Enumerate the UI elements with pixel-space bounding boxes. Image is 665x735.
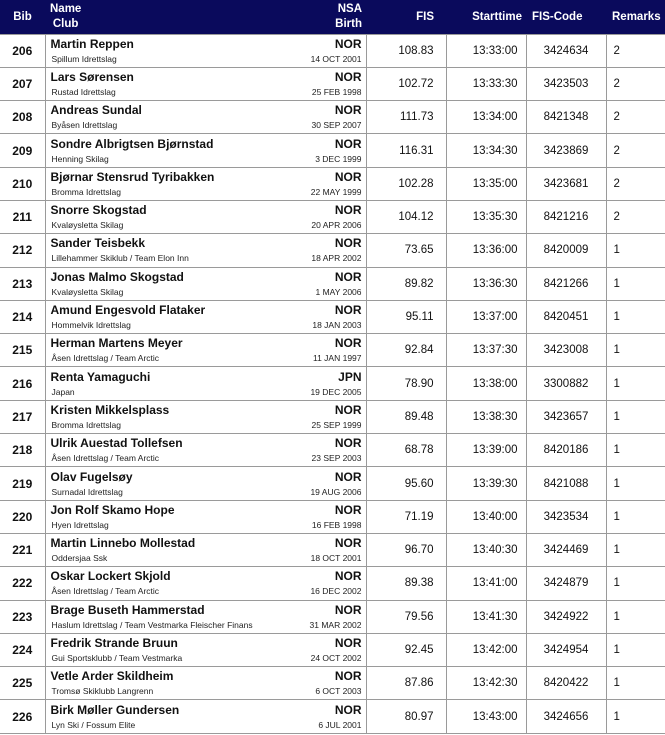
remarks: 1 <box>606 600 665 633</box>
birth-date: 18 JAN 2003 <box>312 320 362 331</box>
club-name: Åsen Idrettslag / Team Arctic <box>51 353 160 364</box>
fis-code: 8421088 <box>526 467 606 500</box>
start-time: 13:42:00 <box>446 633 526 666</box>
bib-number: 215 <box>0 334 45 367</box>
athlete-cell <box>45 167 366 200</box>
start-time: 13:34:00 <box>446 101 526 134</box>
birth-date: 22 MAY 1999 <box>310 186 362 197</box>
athlete-cell <box>45 667 366 700</box>
club-name: Kvaløysletta Skilag <box>51 286 124 297</box>
nsa-code: NOR <box>334 635 362 650</box>
fis-points: 79.56 <box>366 600 446 633</box>
club-name: Tromsø Skiklubb Langrenn <box>51 686 154 697</box>
nsa-code: NOR <box>334 69 362 84</box>
header-nsa: NSA <box>337 2 362 15</box>
fis-points: 92.84 <box>366 334 446 367</box>
athlete-cell <box>45 101 366 134</box>
nsa-code: NOR <box>334 336 362 351</box>
athlete-cell <box>45 467 366 500</box>
athlete-cell <box>45 34 366 67</box>
remarks: 1 <box>606 434 665 467</box>
start-time: 13:38:00 <box>446 367 526 400</box>
birth-date: 3 DEC 1999 <box>315 153 362 164</box>
athlete-cell <box>45 533 366 566</box>
fis-code: 3424634 <box>526 34 606 67</box>
nsa-code: NOR <box>334 103 362 118</box>
nsa-code: NOR <box>334 669 362 684</box>
athlete-name: Snorre Skogstad <box>50 203 147 218</box>
athlete-cell <box>45 700 366 733</box>
fis-code: 3423534 <box>526 500 606 533</box>
table-row <box>0 101 665 134</box>
remarks: 1 <box>606 367 665 400</box>
fis-points: 95.11 <box>366 300 446 333</box>
remarks: 1 <box>606 667 665 700</box>
start-time: 13:36:00 <box>446 234 526 267</box>
bib-number: 210 <box>0 167 45 200</box>
birth-date: 6 OCT 2003 <box>315 686 362 697</box>
fis-code: 3423657 <box>526 400 606 433</box>
athlete-name: Martin Reppen <box>50 36 134 51</box>
start-time: 13:40:00 <box>446 500 526 533</box>
table-row <box>0 500 665 533</box>
header-fis: FIS <box>416 10 434 23</box>
fis-code: 3423503 <box>526 67 606 100</box>
bib-number: 211 <box>0 200 45 233</box>
remarks: 1 <box>606 234 665 267</box>
bib-number: 223 <box>0 600 45 633</box>
athlete-name: Brage Buseth Hammerstad <box>50 602 205 617</box>
fis-code: 3300882 <box>526 367 606 400</box>
fis-code: 3424954 <box>526 633 606 666</box>
table-row <box>0 134 665 167</box>
club-name: Gui Sportsklubb / Team Vestmarka <box>51 652 183 663</box>
fis-points: 89.48 <box>366 400 446 433</box>
birth-date: 16 FEB 1998 <box>311 519 362 530</box>
start-time: 13:33:00 <box>446 34 526 67</box>
club-name: Hommelvik Idrettslag <box>51 320 131 331</box>
birth-date: 31 MAR 2002 <box>309 619 362 630</box>
header-club: Club <box>52 17 79 30</box>
birth-date: 24 OCT 2002 <box>310 652 362 663</box>
remarks: 1 <box>606 334 665 367</box>
table-row <box>0 567 665 600</box>
birth-date: 14 OCT 2001 <box>310 53 362 64</box>
athlete-name: Kristen Mikkelsplass <box>50 402 170 417</box>
athlete-name: Amund Engesvold Flataker <box>50 303 206 318</box>
header-fis-code: FIS-Code <box>532 10 583 23</box>
athlete-cell <box>45 234 366 267</box>
start-time: 13:36:30 <box>446 267 526 300</box>
fis-points: 71.19 <box>366 500 446 533</box>
start-time: 13:39:30 <box>446 467 526 500</box>
nsa-code: NOR <box>334 236 362 251</box>
remarks: 1 <box>606 400 665 433</box>
athlete-name: Bjørnar Stensrud Tyribakken <box>50 169 215 184</box>
athlete-name: Lars Sørensen <box>50 69 134 84</box>
fis-points: 80.97 <box>366 700 446 733</box>
bib-number: 224 <box>0 633 45 666</box>
athlete-name: Sondre Albrigtsen Bjørnstad <box>50 136 214 151</box>
nsa-code: NOR <box>334 502 362 517</box>
club-name: Byåsen Idrettslag <box>51 120 118 131</box>
table-row <box>0 700 665 733</box>
nsa-code: JPN <box>338 369 362 384</box>
birth-date: 20 APR 2006 <box>311 220 362 231</box>
birth-date: 16 DEC 2002 <box>310 586 362 597</box>
fis-points: 68.78 <box>366 434 446 467</box>
remarks: 1 <box>606 633 665 666</box>
start-time: 13:43:00 <box>446 700 526 733</box>
fis-code: 3424879 <box>526 567 606 600</box>
start-time: 13:34:30 <box>446 134 526 167</box>
fis-code: 3424469 <box>526 533 606 566</box>
fis-code: 3423869 <box>526 134 606 167</box>
bib-number: 222 <box>0 567 45 600</box>
fis-points: 104.12 <box>366 200 446 233</box>
athlete-cell <box>45 200 366 233</box>
birth-date: 18 APR 2002 <box>311 253 362 264</box>
athlete-name: Herman Martens Meyer <box>50 336 183 351</box>
start-time: 13:37:30 <box>446 334 526 367</box>
start-time: 13:35:00 <box>446 167 526 200</box>
club-name: Åsen Idrettslag / Team Arctic <box>51 586 160 597</box>
remarks: 1 <box>606 467 665 500</box>
bib-number: 226 <box>0 700 45 733</box>
club-name: Åsen Idrettslag / Team Arctic <box>51 453 160 464</box>
athlete-name: Martin Linnebo Mollestad <box>50 536 196 551</box>
header-remarks: Remarks <box>612 10 661 23</box>
fis-points: 108.83 <box>366 34 446 67</box>
remarks: 1 <box>606 500 665 533</box>
fis-points: 116.31 <box>366 134 446 167</box>
fis-code: 8421216 <box>526 200 606 233</box>
remarks: 2 <box>606 134 665 167</box>
club-name: Henning Skilag <box>51 153 109 164</box>
athlete-cell <box>45 434 366 467</box>
table-header <box>0 0 665 34</box>
fis-points: 89.82 <box>366 267 446 300</box>
bib-number: 209 <box>0 134 45 167</box>
start-time: 13:38:30 <box>446 400 526 433</box>
fis-points: 102.28 <box>366 167 446 200</box>
athlete-cell <box>45 633 366 666</box>
bib-number: 225 <box>0 667 45 700</box>
athlete-name: Sander Teisbekk <box>50 236 145 251</box>
bib-number: 217 <box>0 400 45 433</box>
header-birth: Birth <box>335 17 362 30</box>
nsa-code: NOR <box>334 169 362 184</box>
club-name: Lyn Ski / Fossum Elite <box>51 719 136 730</box>
remarks: 2 <box>606 101 665 134</box>
start-time: 13:33:30 <box>446 67 526 100</box>
remarks: 2 <box>606 67 665 100</box>
table-row <box>0 467 665 500</box>
athlete-cell <box>45 400 366 433</box>
club-name: Kvaløysletta Skilag <box>51 220 124 231</box>
fis-points: 96.70 <box>366 533 446 566</box>
fis-code: 8420451 <box>526 300 606 333</box>
fis-points: 89.38 <box>366 567 446 600</box>
remarks: 1 <box>606 567 665 600</box>
fis-points: 111.73 <box>366 101 446 134</box>
fis-points: 87.86 <box>366 667 446 700</box>
bib-number: 212 <box>0 234 45 267</box>
remarks: 1 <box>606 700 665 733</box>
remarks: 2 <box>606 34 665 67</box>
table-row <box>0 400 665 433</box>
nsa-code: NOR <box>334 536 362 551</box>
header-bib: Bib <box>13 10 32 23</box>
athlete-name: Vetle Arder Skildheim <box>50 669 174 684</box>
fis-code: 8420009 <box>526 234 606 267</box>
remarks: 1 <box>606 300 665 333</box>
athlete-name: Andreas Sundal <box>50 103 142 118</box>
nsa-code: NOR <box>334 269 362 284</box>
nsa-code: NOR <box>334 469 362 484</box>
fis-code: 8420422 <box>526 667 606 700</box>
athlete-cell <box>45 267 366 300</box>
club-name: Japan <box>51 386 75 397</box>
fis-code: 8420186 <box>526 434 606 467</box>
club-name: Lillehammer Skiklub / Team Elon Inn <box>51 253 189 264</box>
fis-points: 95.60 <box>366 467 446 500</box>
table-row <box>0 533 665 566</box>
start-time: 13:41:30 <box>446 600 526 633</box>
nsa-code: NOR <box>334 36 362 51</box>
club-name: Surnadal Idrettslag <box>51 486 123 497</box>
fis-points: 78.90 <box>366 367 446 400</box>
table-row <box>0 300 665 333</box>
athlete-cell <box>45 67 366 100</box>
fis-code: 3423681 <box>526 167 606 200</box>
fis-code: 8421266 <box>526 267 606 300</box>
header-name-club-nsa-birth <box>45 0 366 34</box>
nsa-code: NOR <box>334 569 362 584</box>
table-row <box>0 367 665 400</box>
start-time: 13:40:30 <box>446 533 526 566</box>
remarks: 1 <box>606 533 665 566</box>
club-name: Bromma Idrettslag <box>51 186 121 197</box>
table-row <box>0 200 665 233</box>
start-time: 13:42:30 <box>446 667 526 700</box>
bib-number: 214 <box>0 300 45 333</box>
athlete-cell <box>45 367 366 400</box>
nsa-code: NOR <box>334 303 362 318</box>
athlete-cell <box>45 500 366 533</box>
nsa-code: NOR <box>334 602 362 617</box>
start-time: 13:37:00 <box>446 300 526 333</box>
athlete-cell <box>45 600 366 633</box>
bib-number: 207 <box>0 67 45 100</box>
fis-code: 3424922 <box>526 600 606 633</box>
club-name: Oddersjaa Ssk <box>51 553 108 564</box>
header-starttime: Starttime <box>472 10 522 23</box>
club-name: Bromma Idrettslag <box>51 419 121 430</box>
fis-points: 73.65 <box>366 234 446 267</box>
table-row <box>0 167 665 200</box>
bib-number: 213 <box>0 267 45 300</box>
athlete-name: Jon Rolf Skamo Hope <box>50 502 175 517</box>
athlete-cell <box>45 134 366 167</box>
table-body <box>0 34 665 733</box>
table-row <box>0 34 665 67</box>
start-time: 13:35:30 <box>446 200 526 233</box>
nsa-code: NOR <box>334 702 362 717</box>
nsa-code: NOR <box>334 136 362 151</box>
header-name: Name <box>50 2 82 15</box>
bib-number: 218 <box>0 434 45 467</box>
birth-date: 18 OCT 2001 <box>310 553 362 564</box>
table-row <box>0 633 665 666</box>
nsa-code: NOR <box>334 402 362 417</box>
club-name: Spillum Idrettslag <box>51 53 117 64</box>
fis-code: 3424656 <box>526 700 606 733</box>
table-row <box>0 434 665 467</box>
bib-number: 206 <box>0 34 45 67</box>
table-row <box>0 267 665 300</box>
nsa-code: NOR <box>334 203 362 218</box>
table-row <box>0 234 665 267</box>
athlete-name: Birk Møller Gundersen <box>50 702 180 717</box>
start-time: 13:41:00 <box>446 567 526 600</box>
club-name: Hyen Idrettslag <box>51 519 109 530</box>
athlete-cell <box>45 567 366 600</box>
birth-date: 11 JAN 1997 <box>312 353 362 364</box>
fis-points: 92.45 <box>366 633 446 666</box>
birth-date: 25 FEB 1998 <box>311 86 362 97</box>
table-row <box>0 600 665 633</box>
athlete-cell <box>45 300 366 333</box>
table-row <box>0 667 665 700</box>
remarks: 1 <box>606 267 665 300</box>
remarks: 2 <box>606 167 665 200</box>
club-name: Haslum Idrettslag / Team Vestmarka Fleischer Finans <box>51 619 253 630</box>
athlete-name: Olav Fugelsøy <box>50 469 133 484</box>
birth-date: 30 SEP 2007 <box>311 120 362 131</box>
table-row <box>0 67 665 100</box>
nsa-code: NOR <box>334 436 362 451</box>
remarks: 2 <box>606 200 665 233</box>
fis-code: 8421348 <box>526 101 606 134</box>
birth-date: 25 SEP 1999 <box>311 419 362 430</box>
athlete-name: Ulrik Auestad Tollefsen <box>50 436 183 451</box>
birth-date: 19 DEC 2005 <box>310 386 362 397</box>
athlete-name: Fredrik Strande Bruun <box>50 635 178 650</box>
fis-points: 102.72 <box>366 67 446 100</box>
birth-date: 19 AUG 2006 <box>310 486 362 497</box>
birth-date: 23 SEP 2003 <box>311 453 362 464</box>
start-time: 13:39:00 <box>446 434 526 467</box>
bib-number: 219 <box>0 467 45 500</box>
bib-number: 208 <box>0 101 45 134</box>
bib-number: 220 <box>0 500 45 533</box>
bib-number: 221 <box>0 533 45 566</box>
bib-number: 216 <box>0 367 45 400</box>
fis-code: 3423008 <box>526 334 606 367</box>
athlete-name: Renta Yamaguchi <box>50 369 151 384</box>
athlete-cell <box>45 334 366 367</box>
birth-date: 1 MAY 2006 <box>315 286 362 297</box>
athlete-name: Jonas Malmo Skogstad <box>50 269 184 284</box>
athlete-name: Oskar Lockert Skjold <box>50 569 171 584</box>
table-row <box>0 334 665 367</box>
club-name: Rustad Idrettslag <box>51 86 116 97</box>
birth-date: 6 JUL 2001 <box>318 719 362 730</box>
